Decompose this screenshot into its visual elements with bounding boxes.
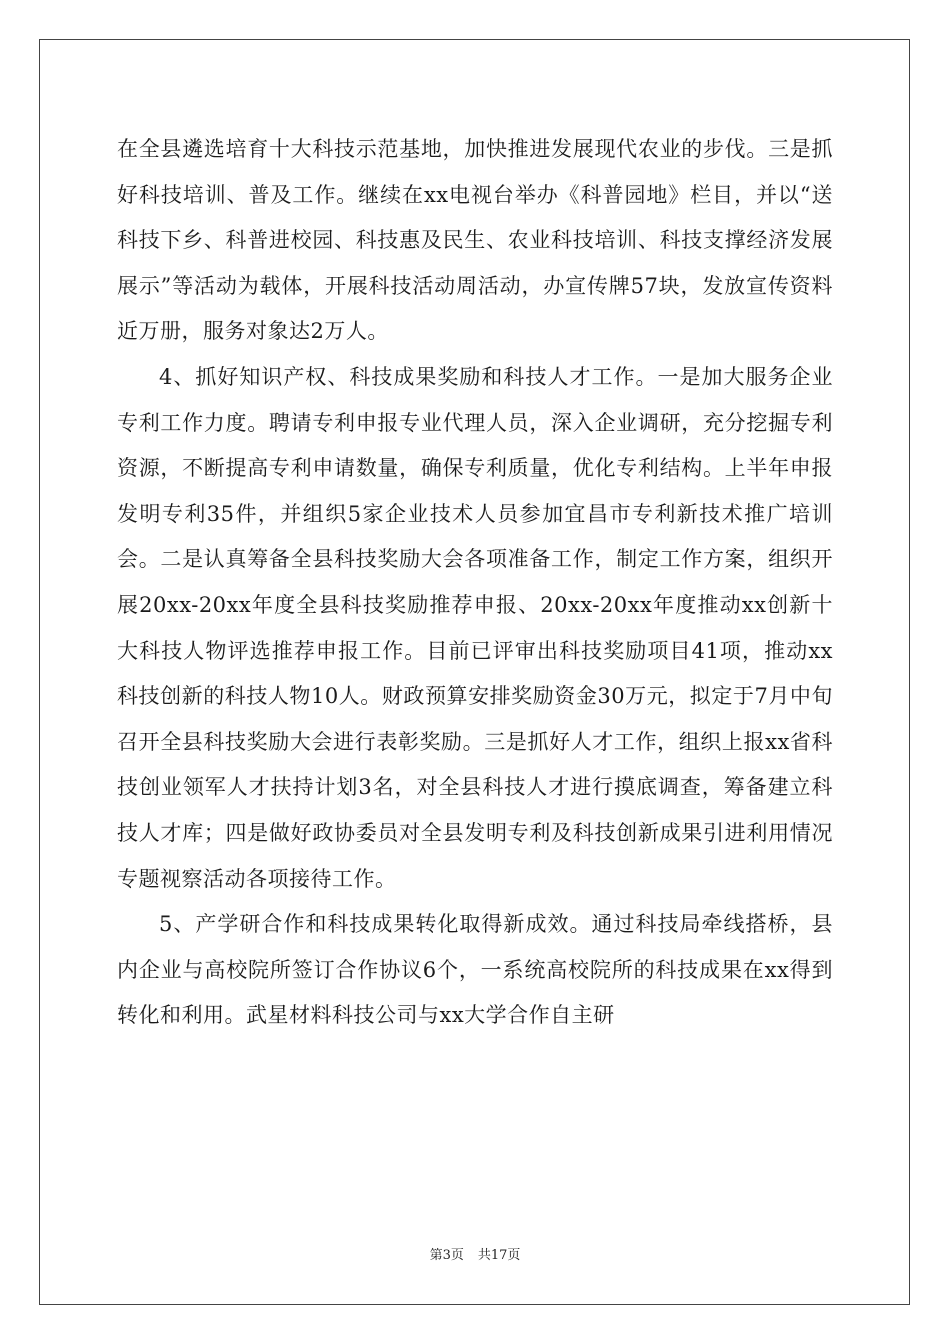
page-number: 第3页 xyxy=(429,1248,464,1263)
page-footer xyxy=(0,1244,950,1263)
page-total: 共17页 xyxy=(477,1248,521,1263)
document-body xyxy=(117,127,833,1039)
paragraph-2: 4、抓好知识产权、科技成果奖励和科技人才工作。一是加大服务企业专利工作力度。聘请专利申报专业代理人员，深入企业调研，充分挖掘专利资源，不断提高专利申请数量，确保专利质量，优化专利结构。上半年申报发明专利35件，并组织5家企业技术人员参加宜昌市专利新技术推广培训会。二是认真筹备全县科技奖励大会各项准备工作，制定工作方案，组织开展20xx-20xx年度全县科技奖励推荐申报、20xx-20xx年度推动xx创新十大科技人物评选推荐申报工作。目前已评审出科技奖励项目41项，推动xx科技创新的科技人物10人。财政预算安排奖励资金30万元，拟定于7月中旬召开全县科技奖励大会进行表彰奖励。三是抓好人才工作，组织上报xx省科技创业领军人才扶持计划3名，对全县科技人才进行摸底调查，筹备建立科技人才库；四是做好政协委员对全县发明专利及科技创新成果引进利用情况专题视察活动各项接待工作。 xyxy=(117,364,833,891)
paragraph-1: 在全县遴选培育十大科技示范基地，加快推进发展现代农业的步伐。三是抓好科技培训、普及工作。继续在xx电视台举办《科普园地》栏目，并以“送科技下乡、科普进校园、科技惠及民生、农业科技培训、科技支撑经济发展展示”等活动为载体，开展科技活动周活动，办宣传牌57块，发放宣传资料近万册，服务对象达2万人。 xyxy=(117,137,833,344)
paragraph-3: 5、产学研合作和科技成果转化取得新成效。通过科技局牵线搭桥，县内企业与高校院所签订合作协议6个，一系统高校院所的科技成果在xx得到转化和利用。武星材料科技公司与xx大学合作自主研 xyxy=(117,912,833,1028)
